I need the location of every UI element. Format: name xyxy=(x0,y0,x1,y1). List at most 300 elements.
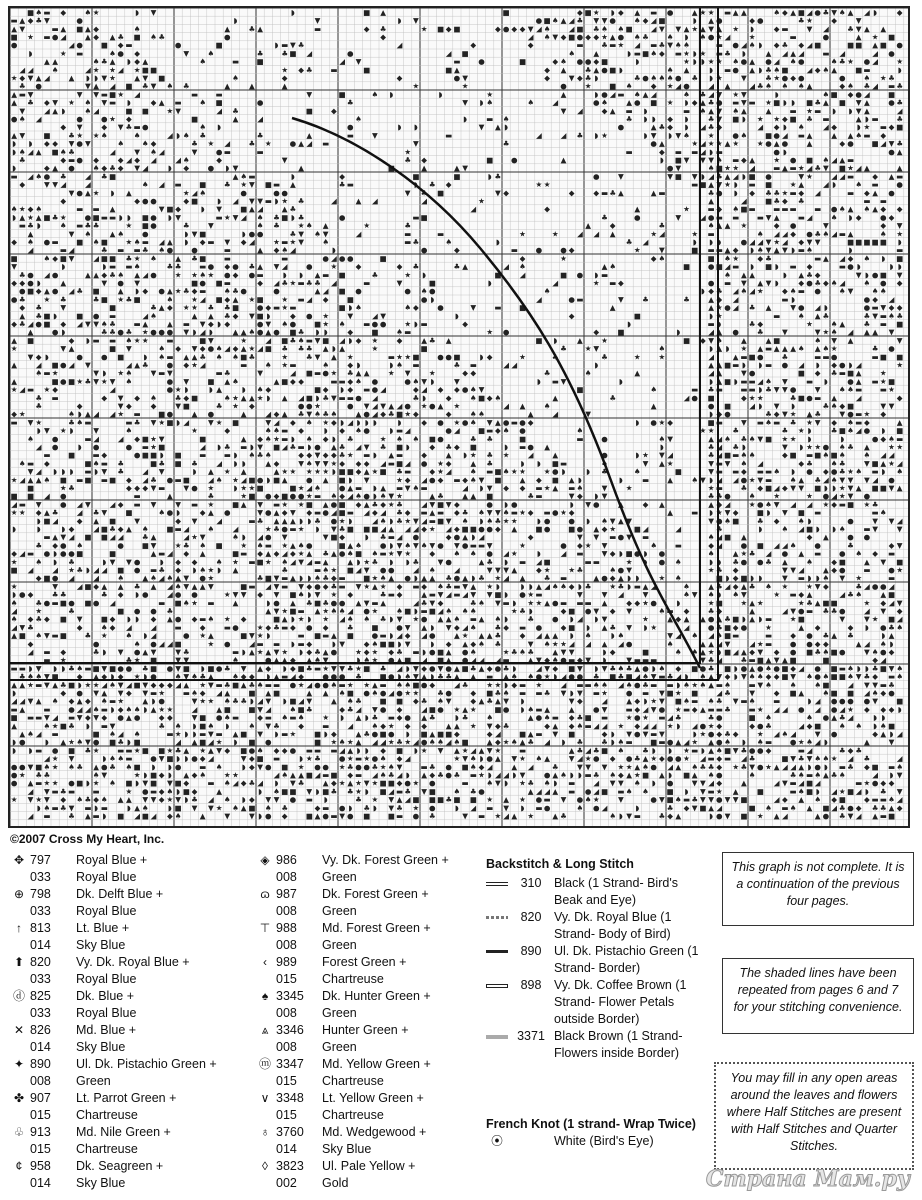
svg-text:♣: ♣ xyxy=(765,557,772,566)
svg-text:★: ★ xyxy=(290,279,297,288)
svg-text:◢: ◢ xyxy=(380,525,386,534)
svg-text:♣: ♣ xyxy=(158,566,165,575)
svg-text:◆: ◆ xyxy=(487,393,493,402)
svg-text:◗: ◗ xyxy=(430,623,434,632)
svg-text:◗: ◗ xyxy=(193,721,197,730)
svg-text:▲: ▲ xyxy=(44,508,50,517)
svg-text:◗: ◗ xyxy=(660,443,664,452)
svg-text:♠: ♠ xyxy=(142,180,149,189)
svg-text:▲: ▲ xyxy=(110,229,116,238)
svg-text:◗: ◗ xyxy=(291,639,295,648)
svg-text:◗: ◗ xyxy=(562,467,566,476)
svg-text:▬: ▬ xyxy=(847,172,854,181)
svg-text:◢: ◢ xyxy=(208,475,214,484)
svg-text:★: ★ xyxy=(44,295,51,304)
svg-text:▲: ▲ xyxy=(241,328,247,337)
svg-text:★: ★ xyxy=(888,443,895,452)
svg-text:▲: ▲ xyxy=(257,24,263,33)
svg-text:●: ● xyxy=(191,484,198,493)
svg-text:▲: ▲ xyxy=(19,680,25,689)
svg-text:▼: ▼ xyxy=(446,697,452,706)
svg-text:▬: ▬ xyxy=(790,205,797,214)
svg-text:●: ● xyxy=(716,771,723,780)
svg-text:▼: ▼ xyxy=(741,369,747,378)
svg-text:◗: ◗ xyxy=(742,49,746,58)
svg-text:◗: ◗ xyxy=(184,229,188,238)
svg-text:◗: ◗ xyxy=(750,246,754,255)
svg-text:▬: ▬ xyxy=(11,16,18,25)
svg-text:◗: ◗ xyxy=(832,525,836,534)
svg-text:◗: ◗ xyxy=(619,475,623,484)
svg-text:▼: ▼ xyxy=(602,541,608,550)
svg-text:▼: ▼ xyxy=(28,762,34,771)
svg-text:♣: ♣ xyxy=(847,631,854,640)
svg-text:◢: ◢ xyxy=(856,164,862,173)
svg-text:▲: ▲ xyxy=(241,393,247,402)
svg-text:▲: ▲ xyxy=(544,705,550,714)
svg-text:▼: ▼ xyxy=(142,689,148,698)
svg-text:◢: ◢ xyxy=(19,475,25,484)
svg-text:◢: ◢ xyxy=(643,525,649,534)
svg-text:♠: ♠ xyxy=(732,57,739,66)
svg-text:♠: ♠ xyxy=(158,508,165,517)
svg-text:◗: ◗ xyxy=(709,147,713,156)
backstitch-item xyxy=(486,909,708,943)
svg-text:●: ● xyxy=(847,262,854,271)
svg-text:◢: ◢ xyxy=(44,74,50,83)
svg-text:♠: ♠ xyxy=(798,771,805,780)
svg-text:★: ★ xyxy=(372,779,379,788)
svg-text:▬: ▬ xyxy=(494,303,501,312)
svg-text:▬: ▬ xyxy=(650,8,657,17)
svg-text:◆: ◆ xyxy=(462,475,468,484)
svg-text:▬: ▬ xyxy=(503,656,510,665)
svg-text:■: ■ xyxy=(880,352,887,361)
svg-text:◗: ◗ xyxy=(266,393,270,402)
svg-text:▲: ▲ xyxy=(134,270,140,279)
svg-text:▬: ▬ xyxy=(84,664,91,673)
svg-text:♠: ♠ xyxy=(708,549,715,558)
svg-text:♠: ♠ xyxy=(445,238,452,247)
svg-text:♣: ♣ xyxy=(396,516,403,525)
svg-text:★: ★ xyxy=(126,238,133,247)
svg-text:▬: ▬ xyxy=(732,262,739,271)
svg-text:♣: ♣ xyxy=(76,287,83,296)
svg-text:●: ● xyxy=(134,648,141,657)
svg-text:▲: ▲ xyxy=(651,123,657,132)
svg-text:▬: ▬ xyxy=(683,705,690,714)
svg-text:■: ■ xyxy=(429,607,436,616)
svg-text:◗: ◗ xyxy=(635,57,639,66)
svg-text:★: ★ xyxy=(281,467,288,476)
svg-text:♠: ♠ xyxy=(708,533,715,542)
legend-left-item xyxy=(8,1022,248,1039)
svg-text:♣: ♣ xyxy=(798,16,805,25)
svg-text:◢: ◢ xyxy=(421,500,427,509)
svg-text:●: ● xyxy=(839,697,846,706)
svg-text:◆: ◆ xyxy=(200,508,206,517)
svg-text:▲: ▲ xyxy=(364,369,370,378)
svg-text:●: ● xyxy=(568,516,575,525)
svg-text:■: ■ xyxy=(166,205,173,214)
svg-text:★: ★ xyxy=(27,33,34,42)
svg-text:◢: ◢ xyxy=(126,680,132,689)
svg-text:▲: ▲ xyxy=(183,746,189,755)
svg-text:■: ■ xyxy=(798,508,805,517)
svg-text:◗: ◗ xyxy=(504,590,508,599)
svg-text:▲: ▲ xyxy=(716,361,722,370)
svg-text:◢: ◢ xyxy=(421,385,427,394)
svg-text:■: ■ xyxy=(257,557,264,566)
svg-text:●: ● xyxy=(601,90,608,99)
legend-floss-name: Lt. Parrot Green + xyxy=(76,1090,248,1107)
svg-text:♣: ♣ xyxy=(249,262,256,271)
svg-text:●: ● xyxy=(167,361,174,370)
svg-text:■: ■ xyxy=(872,238,879,247)
svg-text:◆: ◆ xyxy=(200,344,206,353)
svg-text:◗: ◗ xyxy=(135,615,139,624)
svg-text:■: ■ xyxy=(437,24,444,33)
svg-text:▬: ▬ xyxy=(839,500,846,509)
svg-text:●: ● xyxy=(93,738,100,747)
svg-text:●: ● xyxy=(503,705,510,714)
svg-text:■: ■ xyxy=(27,336,34,345)
svg-text:●: ● xyxy=(175,615,182,624)
svg-text:▼: ▼ xyxy=(577,689,583,698)
svg-text:◗: ◗ xyxy=(332,434,336,443)
svg-text:◆: ◆ xyxy=(183,197,189,206)
svg-text:◆: ◆ xyxy=(569,713,575,722)
svg-text:◢: ◢ xyxy=(880,139,886,148)
svg-text:▼: ▼ xyxy=(44,180,50,189)
svg-text:◗: ◗ xyxy=(275,730,279,739)
svg-text:♠: ♠ xyxy=(544,639,551,648)
svg-text:♣: ♣ xyxy=(101,57,108,66)
svg-text:♣: ♣ xyxy=(601,352,608,361)
svg-text:●: ● xyxy=(429,779,436,788)
svg-text:●: ● xyxy=(150,607,157,616)
svg-text:◗: ◗ xyxy=(102,262,106,271)
svg-text:◆: ◆ xyxy=(405,508,411,517)
svg-text:▬: ▬ xyxy=(519,443,526,452)
svg-text:♠: ♠ xyxy=(831,57,838,66)
svg-text:◆: ◆ xyxy=(470,41,476,50)
svg-text:♠: ♠ xyxy=(486,779,493,788)
svg-text:◆: ◆ xyxy=(290,311,296,320)
svg-text:♣: ♣ xyxy=(232,697,239,706)
svg-text:◢: ◢ xyxy=(798,361,804,370)
svg-text:◗: ◗ xyxy=(398,16,402,25)
svg-text:◗: ◗ xyxy=(53,311,57,320)
svg-text:■: ■ xyxy=(257,57,264,66)
svg-text:■: ■ xyxy=(314,738,321,747)
svg-text:◆: ◆ xyxy=(241,779,247,788)
svg-text:♠: ♠ xyxy=(691,762,698,771)
svg-text:★: ★ xyxy=(150,443,157,452)
svg-text:▬: ▬ xyxy=(863,65,870,74)
svg-text:▲: ▲ xyxy=(749,65,755,74)
svg-text:▲: ▲ xyxy=(224,377,230,386)
svg-text:♣: ♣ xyxy=(864,320,871,329)
svg-text:♣: ♣ xyxy=(298,779,305,788)
svg-text:★: ★ xyxy=(806,492,813,501)
svg-text:◢: ◢ xyxy=(864,689,870,698)
legend-symbol-icon: ◈ xyxy=(254,852,276,869)
svg-text:◆: ◆ xyxy=(11,279,17,288)
svg-text:■: ■ xyxy=(93,730,100,739)
svg-text:♣: ♣ xyxy=(757,516,764,525)
svg-text:♠: ♠ xyxy=(380,771,387,780)
svg-text:▼: ▼ xyxy=(167,779,173,788)
svg-text:▲: ▲ xyxy=(200,582,206,591)
svg-text:▲: ▲ xyxy=(429,574,435,583)
svg-text:▲: ▲ xyxy=(880,24,886,33)
svg-text:★: ★ xyxy=(11,557,18,566)
svg-text:♠: ♠ xyxy=(683,582,690,591)
svg-text:■: ■ xyxy=(68,377,75,386)
svg-text:★: ★ xyxy=(806,16,813,25)
svg-text:●: ● xyxy=(68,598,75,607)
svg-text:◢: ◢ xyxy=(798,721,804,730)
svg-text:■: ■ xyxy=(675,156,682,165)
svg-text:♠: ♠ xyxy=(470,623,477,632)
svg-text:♠: ♠ xyxy=(601,98,608,107)
svg-text:♣: ♣ xyxy=(741,434,748,443)
svg-text:♣: ♣ xyxy=(35,402,42,411)
svg-text:◗: ◗ xyxy=(521,459,525,468)
legend-left-item-secondary xyxy=(8,1107,248,1124)
svg-text:♠: ♠ xyxy=(175,721,182,730)
svg-text:■: ■ xyxy=(183,664,190,673)
svg-text:●: ● xyxy=(314,762,321,771)
svg-text:◢: ◢ xyxy=(782,238,788,247)
svg-text:●: ● xyxy=(757,557,764,566)
svg-text:▲: ▲ xyxy=(159,303,165,312)
svg-text:◢: ◢ xyxy=(503,262,509,271)
svg-text:♣: ♣ xyxy=(470,664,477,673)
svg-text:◆: ◆ xyxy=(44,164,50,173)
svg-text:◢: ◢ xyxy=(101,566,107,575)
svg-text:◆: ◆ xyxy=(118,590,124,599)
svg-text:◢: ◢ xyxy=(142,311,148,320)
svg-text:♣: ♣ xyxy=(60,680,67,689)
svg-text:◗: ◗ xyxy=(791,402,795,411)
svg-text:▲: ▲ xyxy=(798,270,804,279)
svg-text:◆: ◆ xyxy=(733,508,739,517)
svg-text:▬: ▬ xyxy=(880,680,887,689)
svg-text:●: ● xyxy=(290,746,297,755)
svg-text:■: ■ xyxy=(724,648,731,657)
svg-text:◆: ◆ xyxy=(110,615,116,624)
svg-text:★: ★ xyxy=(281,500,288,509)
svg-text:▬: ▬ xyxy=(52,787,59,796)
svg-text:■: ■ xyxy=(109,344,116,353)
svg-text:▬: ▬ xyxy=(896,172,903,181)
svg-text:▬: ▬ xyxy=(125,746,132,755)
svg-text:■: ■ xyxy=(175,779,182,788)
svg-text:◆: ◆ xyxy=(675,664,681,673)
svg-text:▬: ▬ xyxy=(265,541,272,550)
svg-text:●: ● xyxy=(150,270,157,279)
svg-text:★: ★ xyxy=(495,680,502,689)
svg-text:▬: ▬ xyxy=(330,746,337,755)
svg-text:★: ★ xyxy=(331,590,338,599)
svg-text:♠: ♠ xyxy=(618,631,625,640)
svg-text:▲: ▲ xyxy=(618,574,624,583)
svg-text:▬: ▬ xyxy=(519,689,526,698)
svg-text:♣: ♣ xyxy=(503,721,510,730)
svg-text:♠: ♠ xyxy=(216,352,223,361)
svg-text:◗: ◗ xyxy=(61,467,65,476)
svg-text:▬: ▬ xyxy=(847,156,854,165)
svg-text:♠: ♠ xyxy=(839,385,846,394)
svg-text:♠: ♠ xyxy=(839,525,846,534)
svg-text:●: ● xyxy=(749,369,756,378)
svg-text:♠: ♠ xyxy=(626,680,633,689)
svg-text:◆: ◆ xyxy=(503,188,509,197)
svg-text:▲: ▲ xyxy=(626,697,632,706)
svg-text:■: ■ xyxy=(43,311,50,320)
svg-text:★: ★ xyxy=(888,385,895,394)
svg-text:▼: ▼ xyxy=(19,623,25,632)
svg-text:♣: ♣ xyxy=(380,533,387,542)
legend-left-item xyxy=(8,886,248,903)
svg-text:▼: ▼ xyxy=(69,139,75,148)
svg-text:★: ★ xyxy=(896,57,903,66)
svg-text:♣: ♣ xyxy=(773,188,780,197)
svg-text:■: ■ xyxy=(724,746,731,755)
svg-text:●: ● xyxy=(257,320,264,329)
svg-text:♣: ♣ xyxy=(257,451,264,460)
svg-text:●: ● xyxy=(724,303,731,312)
svg-text:▲: ▲ xyxy=(864,98,870,107)
svg-text:★: ★ xyxy=(257,623,264,632)
svg-text:▼: ▼ xyxy=(790,566,796,575)
svg-text:♣: ♣ xyxy=(790,771,797,780)
legend-floss-name: Royal Blue + xyxy=(76,852,248,869)
svg-text:▼: ▼ xyxy=(700,156,706,165)
svg-text:▼: ▼ xyxy=(429,598,435,607)
svg-text:■: ■ xyxy=(191,393,198,402)
svg-text:●: ● xyxy=(806,279,813,288)
svg-text:●: ● xyxy=(27,279,34,288)
svg-text:♠: ♠ xyxy=(896,623,903,632)
svg-text:◢: ◢ xyxy=(339,615,345,624)
svg-text:★: ★ xyxy=(716,508,723,517)
svg-text:▲: ▲ xyxy=(249,205,255,214)
svg-text:♣: ♣ xyxy=(347,98,354,107)
svg-text:◗: ◗ xyxy=(676,598,680,607)
svg-text:◢: ◢ xyxy=(405,525,411,534)
svg-text:◆: ◆ xyxy=(323,451,329,460)
svg-text:◆: ◆ xyxy=(77,516,83,525)
svg-text:◗: ◗ xyxy=(414,180,418,189)
svg-text:◢: ◢ xyxy=(44,754,50,763)
svg-text:◢: ◢ xyxy=(675,82,681,91)
svg-text:♠: ♠ xyxy=(126,369,133,378)
svg-text:◆: ◆ xyxy=(249,402,255,411)
svg-text:■: ■ xyxy=(478,426,485,435)
svg-text:●: ● xyxy=(462,648,469,657)
svg-text:■: ■ xyxy=(388,164,395,173)
svg-text:★: ★ xyxy=(716,139,723,148)
svg-text:♠: ♠ xyxy=(773,65,780,74)
svg-text:▲: ▲ xyxy=(208,467,214,476)
svg-text:♣: ♣ xyxy=(708,188,715,197)
svg-text:◗: ◗ xyxy=(586,623,590,632)
svg-text:■: ■ xyxy=(445,65,452,74)
svg-text:◢: ◢ xyxy=(306,295,312,304)
svg-text:■: ■ xyxy=(43,131,50,140)
svg-text:◆: ◆ xyxy=(28,205,34,214)
svg-text:♣: ♣ xyxy=(249,779,256,788)
svg-text:♠: ♠ xyxy=(790,680,797,689)
svg-text:◆: ◆ xyxy=(44,459,50,468)
svg-text:▼: ▼ xyxy=(265,721,271,730)
svg-text:♠: ♠ xyxy=(355,492,362,501)
svg-text:★: ★ xyxy=(298,549,305,558)
svg-text:▬: ▬ xyxy=(404,238,411,247)
svg-text:●: ● xyxy=(626,639,633,648)
svg-text:♣: ♣ xyxy=(823,311,830,320)
svg-text:♠: ♠ xyxy=(363,656,370,665)
svg-text:■: ■ xyxy=(396,443,403,452)
svg-text:◗: ◗ xyxy=(316,328,320,337)
svg-text:◗: ◗ xyxy=(816,574,820,583)
svg-text:★: ★ xyxy=(413,779,420,788)
svg-text:■: ■ xyxy=(380,467,387,476)
svg-text:◗: ◗ xyxy=(742,361,746,370)
svg-text:●: ● xyxy=(618,123,625,132)
svg-text:▲: ▲ xyxy=(831,131,837,140)
svg-text:★: ★ xyxy=(134,746,141,755)
svg-text:■: ■ xyxy=(535,525,542,534)
svg-text:▲: ▲ xyxy=(479,697,485,706)
svg-text:▼: ▼ xyxy=(36,664,42,673)
svg-text:♣: ♣ xyxy=(183,648,190,657)
svg-text:■: ■ xyxy=(298,664,305,673)
svg-text:●: ● xyxy=(880,582,887,591)
svg-text:●: ● xyxy=(831,467,838,476)
svg-text:▲: ▲ xyxy=(823,533,829,542)
svg-text:▬: ▬ xyxy=(667,680,674,689)
svg-text:▬: ▬ xyxy=(462,779,469,788)
svg-text:■: ■ xyxy=(175,598,182,607)
svg-text:★: ★ xyxy=(208,697,215,706)
legend-left-item xyxy=(8,1090,248,1107)
svg-text:◆: ◆ xyxy=(716,123,722,132)
svg-text:♣: ♣ xyxy=(68,557,75,566)
svg-text:●: ● xyxy=(437,705,444,714)
svg-text:♣: ♣ xyxy=(347,434,354,443)
svg-text:■: ■ xyxy=(240,746,247,755)
svg-text:★: ★ xyxy=(158,418,165,427)
svg-text:♣: ♣ xyxy=(708,664,715,673)
svg-text:♣: ♣ xyxy=(708,713,715,722)
svg-text:▼: ▼ xyxy=(880,402,886,411)
svg-text:▲: ▲ xyxy=(462,492,468,501)
svg-text:■: ■ xyxy=(183,787,190,796)
svg-text:◢: ◢ xyxy=(495,730,501,739)
svg-text:▬: ▬ xyxy=(683,106,690,115)
svg-text:◆: ◆ xyxy=(823,639,829,648)
svg-text:◆: ◆ xyxy=(159,771,165,780)
svg-text:●: ● xyxy=(224,270,231,279)
svg-text:■: ■ xyxy=(314,730,321,739)
svg-text:◆: ◆ xyxy=(52,385,58,394)
svg-text:▼: ▼ xyxy=(675,213,681,222)
svg-text:●: ● xyxy=(11,41,18,50)
